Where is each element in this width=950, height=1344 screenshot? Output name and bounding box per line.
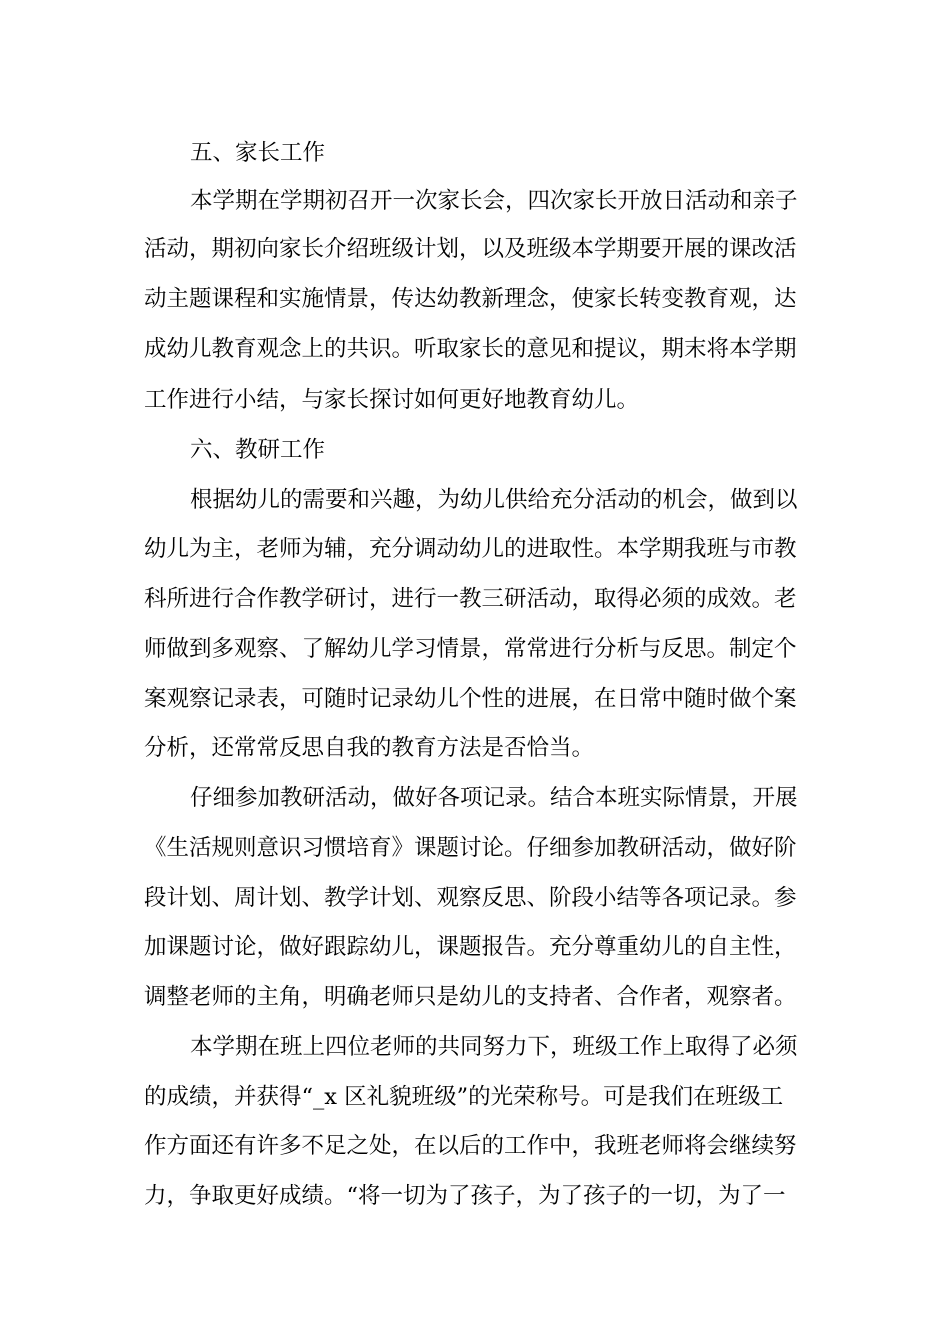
paragraph-line: 加课题讨论，做好跟踪幼儿，课题报告。充分尊重幼儿的自主性， <box>144 934 797 960</box>
paragraph-line: 调整老师的主角，明确老师只是幼儿的支持者、合作者，观察者。 <box>144 984 797 1010</box>
section-heading-research: 六、教研工作 <box>190 437 326 463</box>
paragraph-line: 幼儿为主，老师为辅，充分调动幼儿的进取性。本学期我班与市教 <box>144 536 797 562</box>
paragraph-line: 的成绩，并获得“_x 区礼貌班级”的光荣称号。可是我们在班级工 <box>144 1084 784 1110</box>
paragraph-line: 《生活规则意识习惯培育》课题讨论。仔细参加教研活动，做好阶 <box>144 835 797 861</box>
section-heading-parents: 五、家长工作 <box>190 140 326 166</box>
paragraph-line: 分析，还常常反思自我的教育方法是否恰当。 <box>144 735 595 761</box>
paragraph-line: 力，争取更好成绩。“将一切为了孩子，为了孩子的一切，为了一 <box>144 1183 786 1209</box>
paragraph-line: 动主题课程和实施情景，传达幼教新理念，使家长转变教育观，达 <box>144 286 797 312</box>
paragraph-line: 工作进行小结，与家长探讨如何更好地教育幼儿。 <box>144 387 640 413</box>
paragraph-line: 科所进行合作教学研讨，进行一教三研活动，取得必须的成效。老 <box>144 586 797 612</box>
paragraph-line: 案观察记录表，可随时记录幼儿个性的进展，在日常中随时做个案 <box>144 686 797 712</box>
paragraph-line: 作方面还有许多不足之处，在以后的工作中，我班老师将会继续努 <box>144 1133 797 1159</box>
paragraph-line: 本学期在班上四位老师的共同努力下，班级工作上取得了必须 <box>190 1034 798 1060</box>
paragraph-line: 仔细参加教研活动，做好各项记录。结合本班实际情景，开展 <box>190 785 798 811</box>
paragraph-line: 根据幼儿的需要和兴趣，为幼儿供给充分活动的机会，做到以 <box>190 487 798 513</box>
paragraph-line: 段计划、周计划、教学计划、观察反思、阶段小结等各项记录。参 <box>144 885 797 911</box>
paragraph-line: 本学期在学期初召开一次家长会，四次家长开放日活动和亲子 <box>190 188 798 214</box>
paragraph-line: 成幼儿教育观念上的共识。听取家长的意见和提议，期末将本学期 <box>144 336 797 362</box>
paragraph-line: 师做到多观察、了解幼儿学习情景，常常进行分析与反思。制定个 <box>144 636 797 662</box>
paragraph-line: 活动，期初向家长介绍班级计划，以及班级本学期要开展的课改活 <box>144 236 797 262</box>
